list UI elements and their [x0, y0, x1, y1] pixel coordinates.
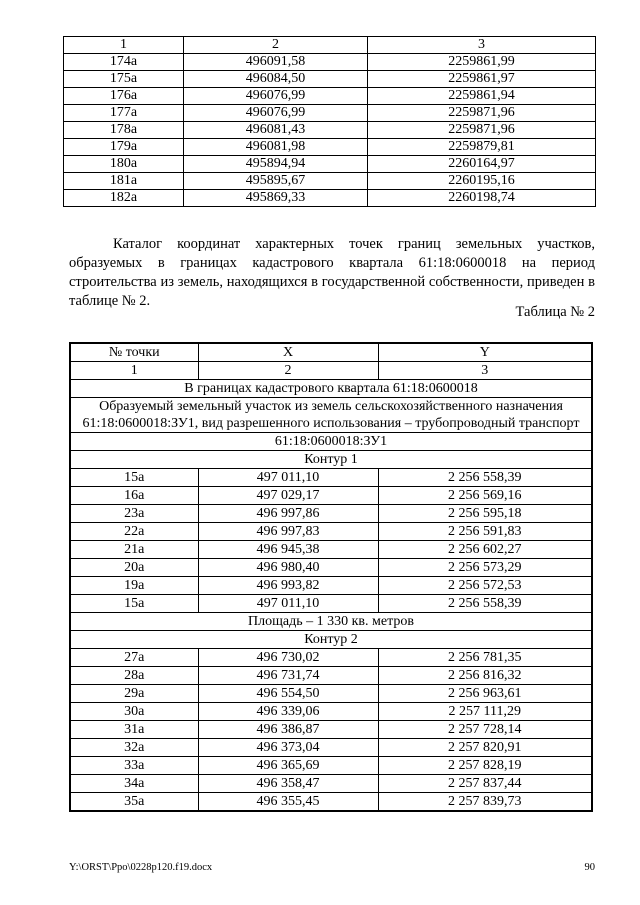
- parcel-description: Образуемый земельный участок из земель сельскохозяйственного назначения 61:18:0600018:ЗУ1, вид разрешенного использования – трубопроводный транспорт: [70, 398, 592, 433]
- table-row: [70, 721, 592, 739]
- table-row: [64, 54, 596, 71]
- contour-2-title-row: [70, 631, 592, 649]
- x-coordinate-cell: 496 945,38: [198, 541, 378, 559]
- x-coordinate-cell: 496081,98: [184, 139, 368, 156]
- point-number-cell: 28а: [70, 667, 198, 685]
- y-coordinate-cell: 2 256 602,27: [378, 541, 592, 559]
- table-header-row: [64, 37, 596, 54]
- point-number-cell: 29а: [70, 685, 198, 703]
- column-number-cell: 2: [184, 37, 368, 54]
- column-number-cell: 3: [368, 37, 596, 54]
- point-number-cell: 21а: [70, 541, 198, 559]
- table-row: [70, 541, 592, 559]
- point-number-cell: 182а: [64, 190, 184, 207]
- y-coordinate-cell: 2 257 837,44: [378, 775, 592, 793]
- point-number-cell: 177а: [64, 105, 184, 122]
- contour-2-title: Контур 2: [70, 631, 592, 649]
- x-coordinate-cell: 497 011,10: [198, 469, 378, 487]
- table-row: [70, 649, 592, 667]
- point-number-cell: 181а: [64, 173, 184, 190]
- table-row: [64, 156, 596, 173]
- table-row: [70, 505, 592, 523]
- point-number-cell: 23а: [70, 505, 198, 523]
- coordinates-table-2: [69, 342, 593, 812]
- column-number-cell: 1: [64, 37, 184, 54]
- x-coordinate-cell: 495894,94: [184, 156, 368, 173]
- table-row: [64, 190, 596, 207]
- column-number-cell: 2: [198, 362, 378, 380]
- table-row: [64, 139, 596, 156]
- x-coordinate-cell: 496 355,45: [198, 793, 378, 812]
- table-row: [70, 577, 592, 595]
- point-number-cell: 27а: [70, 649, 198, 667]
- y-coordinate-cell: 2 257 828,19: [378, 757, 592, 775]
- x-coordinate-cell: 496081,43: [184, 122, 368, 139]
- x-coordinate-cell: 496084,50: [184, 71, 368, 88]
- table-row: [64, 88, 596, 105]
- contour-1-title: Контур 1: [70, 451, 592, 469]
- x-coordinate-cell: 496 980,40: [198, 559, 378, 577]
- x-coordinate-cell: 495895,67: [184, 173, 368, 190]
- quarter-title: В границах кадастрового квартала 61:18:0600018: [70, 380, 592, 398]
- y-coordinate-cell: 2 256 572,53: [378, 577, 592, 595]
- x-coordinate-cell: 496 386,87: [198, 721, 378, 739]
- table-row: [64, 173, 596, 190]
- y-coordinate-cell: 2259861,99: [368, 54, 596, 71]
- table-header-row: [70, 343, 592, 362]
- y-coordinate-cell: 2 256 573,29: [378, 559, 592, 577]
- table-row: [70, 757, 592, 775]
- x-coordinate-cell: 496 554,50: [198, 685, 378, 703]
- table-row: [70, 667, 592, 685]
- column-number-cell: 3: [378, 362, 592, 380]
- x-coordinate-cell: 496 373,04: [198, 739, 378, 757]
- point-number-cell: 32а: [70, 739, 198, 757]
- point-number-cell: 22а: [70, 523, 198, 541]
- point-number-cell: 15а: [70, 595, 198, 613]
- x-header: X: [198, 343, 378, 362]
- y-coordinate-cell: 2 256 558,39: [378, 595, 592, 613]
- point-number-cell: 15а: [70, 469, 198, 487]
- table-row: [70, 523, 592, 541]
- point-number-cell: 178а: [64, 122, 184, 139]
- y-coordinate-cell: 2259861,97: [368, 71, 596, 88]
- point-number-cell: 34а: [70, 775, 198, 793]
- paragraph-text: Каталог координат характерных точек границ земельных участков, образуемых в границах кадастрового квартала 61:18:0600018 на период строительства из земель, находящихся в государственной собственности, приведен в таблице № 2.: [69, 236, 595, 309]
- parcel-id: 61:18:0600018:ЗУ1: [70, 433, 592, 451]
- table-row: [70, 559, 592, 577]
- table-row: [70, 685, 592, 703]
- point-number-cell: 19а: [70, 577, 198, 595]
- point-number-cell: 33а: [70, 757, 198, 775]
- y-coordinate-cell: 2 257 839,73: [378, 793, 592, 812]
- x-coordinate-cell: 496 997,83: [198, 523, 378, 541]
- x-coordinate-cell: 496091,58: [184, 54, 368, 71]
- y-coordinate-cell: 2259871,96: [368, 105, 596, 122]
- table-row: [70, 703, 592, 721]
- point-number-cell: 174а: [64, 54, 184, 71]
- y-coordinate-cell: 2 257 728,14: [378, 721, 592, 739]
- point-number-cell: 31а: [70, 721, 198, 739]
- y-coordinate-cell: 2 256 781,35: [378, 649, 592, 667]
- table-row: [70, 775, 592, 793]
- y-coordinate-cell: 2 256 595,18: [378, 505, 592, 523]
- area-label-row: [70, 613, 592, 631]
- y-coordinate-cell: 2260195,16: [368, 173, 596, 190]
- parcel-id-row: [70, 433, 592, 451]
- y-coordinate-cell: 2259861,94: [368, 88, 596, 105]
- y-coordinate-cell: 2 257 111,29: [378, 703, 592, 721]
- table-row: [70, 595, 592, 613]
- x-coordinate-cell: 496 730,02: [198, 649, 378, 667]
- y-coordinate-cell: 2 257 820,91: [378, 739, 592, 757]
- table-row: [64, 105, 596, 122]
- x-coordinate-cell: 496076,99: [184, 88, 368, 105]
- point-number-cell: 180а: [64, 156, 184, 173]
- x-coordinate-cell: 497 011,10: [198, 595, 378, 613]
- y-coordinate-cell: 2 256 591,83: [378, 523, 592, 541]
- y-coordinate-cell: 2259871,96: [368, 122, 596, 139]
- point-number-cell: 16а: [70, 487, 198, 505]
- x-coordinate-cell: 496 358,47: [198, 775, 378, 793]
- column-number-cell: 1: [70, 362, 198, 380]
- parcel-description-row: [70, 398, 592, 433]
- point-number-cell: 20а: [70, 559, 198, 577]
- x-coordinate-cell: 496 993,82: [198, 577, 378, 595]
- table-row: [64, 71, 596, 88]
- y-coordinate-cell: 2260164,97: [368, 156, 596, 173]
- point-number-cell: 176а: [64, 88, 184, 105]
- point-number-cell: 35а: [70, 793, 198, 812]
- x-coordinate-cell: 495869,33: [184, 190, 368, 207]
- numbering-row: [70, 362, 592, 380]
- x-coordinate-cell: 496076,99: [184, 105, 368, 122]
- contour-title-row: [70, 451, 592, 469]
- footer-file-path: Y:\ORST\Ppo\0228p120.f19.docx: [69, 862, 213, 873]
- y-coordinate-cell: 2 256 558,39: [378, 469, 592, 487]
- point-number-header: № точки: [70, 343, 198, 362]
- point-number-cell: 30а: [70, 703, 198, 721]
- table-caption: Таблица № 2: [515, 304, 595, 320]
- y-coordinate-cell: 2 256 963,61: [378, 685, 592, 703]
- area-label: Площадь – 1 330 кв. метров: [70, 613, 592, 631]
- y-header: Y: [378, 343, 592, 362]
- table-row: [70, 739, 592, 757]
- x-coordinate-cell: 496 339,06: [198, 703, 378, 721]
- x-coordinate-cell: 496 365,69: [198, 757, 378, 775]
- coordinates-table-continued: [63, 36, 596, 207]
- catalog-paragraph: [69, 235, 595, 311]
- y-coordinate-cell: 2 256 816,32: [378, 667, 592, 685]
- y-coordinate-cell: 2260198,74: [368, 190, 596, 207]
- y-coordinate-cell: 2 256 569,16: [378, 487, 592, 505]
- point-number-cell: 179а: [64, 139, 184, 156]
- table-row: [70, 793, 592, 812]
- y-coordinate-cell: 2259879,81: [368, 139, 596, 156]
- table-row: [64, 122, 596, 139]
- table-row: [70, 469, 592, 487]
- quarter-title-row: [70, 380, 592, 398]
- x-coordinate-cell: 496 731,74: [198, 667, 378, 685]
- x-coordinate-cell: 496 997,86: [198, 505, 378, 523]
- point-number-cell: 175а: [64, 71, 184, 88]
- page-number: 90: [584, 862, 595, 873]
- x-coordinate-cell: 497 029,17: [198, 487, 378, 505]
- table-row: [70, 487, 592, 505]
